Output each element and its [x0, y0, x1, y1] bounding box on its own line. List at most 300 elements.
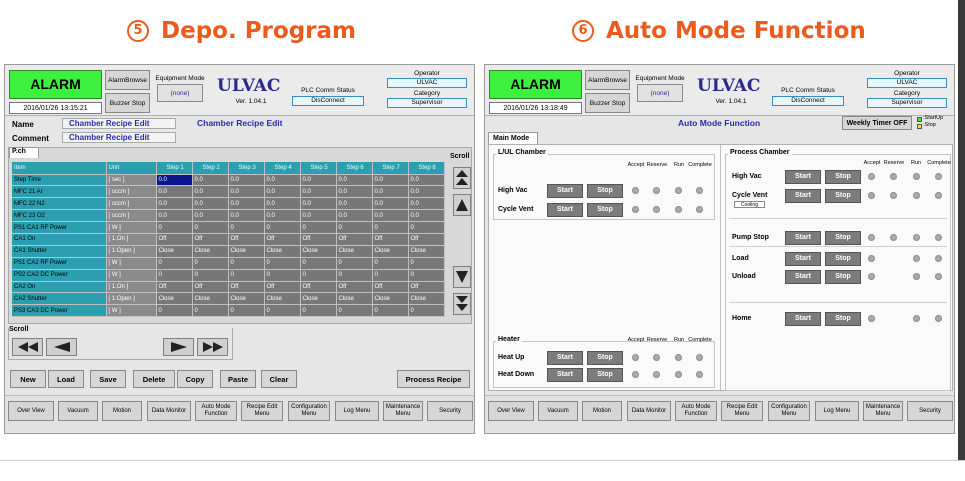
category-label: Category — [413, 90, 441, 97]
row-unit-cell: [ W ] — [106, 305, 156, 317]
column-header: Step 4 — [264, 162, 300, 174]
step-value-cell[interactable]: 0 — [372, 269, 408, 281]
row-unit-cell: [ sccm ] — [106, 210, 156, 222]
column-header-reserve: Reserve — [646, 162, 668, 168]
nav-maintenance-menu-button[interactable]: Maintenance Menu — [383, 401, 423, 421]
step-value-cell[interactable]: Off — [192, 233, 228, 245]
table-row — [12, 186, 444, 198]
step-value-cell[interactable]: Close — [264, 245, 300, 257]
table-row — [12, 281, 444, 293]
legend-stop-swatch — [917, 124, 922, 129]
step-value-cell[interactable]: Off — [336, 281, 372, 293]
row-unit-cell: [ sccm ] — [106, 186, 156, 198]
column-header: Step 8 — [408, 162, 444, 174]
complete-indicator — [935, 315, 942, 322]
start-button[interactable]: Start — [785, 270, 821, 284]
nav-vacuum-button[interactable]: Vacuum — [58, 401, 98, 421]
step-value-cell[interactable]: 0.0 — [228, 198, 264, 210]
step-value-cell[interactable]: 0.0 — [228, 186, 264, 198]
step-value-cell[interactable]: Close — [408, 245, 444, 257]
pump-stop-label: Pump Stop — [732, 234, 769, 241]
circled-number: 6 — [572, 20, 594, 42]
row-unit-cell: [ W ] — [106, 222, 156, 234]
run-indicator — [913, 173, 920, 180]
nav-over-view-button[interactable]: Over View — [488, 401, 534, 421]
alarm-indicator[interactable]: ALARM — [9, 70, 102, 99]
step-value-cell[interactable]: 0.0 — [156, 174, 192, 186]
step-value-cell[interactable]: 0 — [372, 305, 408, 317]
step-value-cell[interactable]: 0 — [336, 305, 372, 317]
table-row — [12, 174, 444, 186]
recipe-table-panel — [8, 147, 472, 324]
table-row — [12, 293, 444, 305]
run-indicator — [675, 354, 682, 361]
category-label: Category — [893, 90, 921, 97]
complete-indicator — [935, 192, 942, 199]
step-value-cell[interactable]: Close — [156, 245, 192, 257]
row-item-cell: PS1 CA2 RF Power — [12, 257, 106, 269]
step-value-cell[interactable]: 0 — [336, 222, 372, 234]
step-value-cell[interactable]: Off — [156, 233, 192, 245]
row-item-cell: MFC 21 Ar — [12, 186, 106, 198]
stop-button[interactable]: Stop — [825, 312, 861, 326]
table-row — [12, 233, 444, 245]
step-value-cell[interactable]: Off — [408, 281, 444, 293]
row-item-cell: MFC 22 N2 — [12, 198, 106, 210]
step-value-cell[interactable]: 0.0 — [228, 174, 264, 186]
step-value-cell[interactable]: 0 — [228, 269, 264, 281]
buzzer-stop-button[interactable]: Buzzer Stop — [585, 93, 630, 113]
step-value-cell[interactable]: 0.0 — [300, 210, 336, 222]
column-header: Item — [12, 162, 106, 174]
bottom-strip — [0, 460, 965, 481]
complete-indicator — [696, 206, 703, 213]
row-item-cell: CA1 On — [12, 233, 106, 245]
accept-indicator — [632, 354, 639, 361]
ulvac-logo: ULVAC — [217, 76, 281, 96]
table-row — [12, 198, 444, 210]
step-value-cell[interactable]: 0 — [192, 305, 228, 317]
heat-down-label: Heat Down — [498, 371, 535, 378]
accept-indicator — [868, 234, 875, 241]
step-value-cell[interactable]: Off — [228, 233, 264, 245]
step-value-cell[interactable]: 0 — [300, 305, 336, 317]
comment-label: Comment — [12, 134, 49, 143]
scroll-bottom-button[interactable] — [453, 293, 471, 315]
reserve-indicator — [653, 371, 660, 378]
new-button[interactable]: New — [10, 370, 46, 388]
nav-data-monitor-button[interactable]: Data Monitor — [147, 401, 191, 421]
complete-indicator — [935, 234, 942, 241]
step-value-cell[interactable]: 0 — [300, 257, 336, 269]
step-value-cell[interactable]: Off — [156, 281, 192, 293]
nav-auto-mode-function-button[interactable]: Auto Mode Function — [195, 401, 237, 421]
scroll-down-button[interactable] — [453, 266, 471, 288]
step-value-cell[interactable]: 0 — [336, 257, 372, 269]
process-chamber-title: Process Chamber — [730, 149, 790, 156]
scroll-up-button[interactable] — [453, 194, 471, 216]
mode-value-text: (none) — [170, 89, 190, 97]
scroll-left-button[interactable] — [46, 338, 77, 356]
stop-button[interactable]: Stop — [825, 231, 861, 245]
start-button[interactable]: Start — [547, 368, 583, 382]
step-value-cell[interactable]: 0 — [408, 222, 444, 234]
copy-button[interactable]: Copy — [177, 370, 213, 388]
table-row — [12, 269, 444, 281]
start-button[interactable]: Start — [547, 203, 583, 217]
row-unit-cell: [ 1:On ] — [106, 233, 156, 245]
step-value-cell[interactable]: 0 — [408, 305, 444, 317]
column-header: Step 7 — [372, 162, 408, 174]
circled-number: 5 — [127, 20, 149, 42]
step-value-cell[interactable]: Close — [300, 245, 336, 257]
step-value-cell[interactable]: Close — [192, 245, 228, 257]
group-separator — [729, 218, 947, 219]
operator-value: ULVAC — [387, 78, 467, 88]
column-header-complete: Complete — [688, 162, 712, 168]
nav-recipe-edit-menu-button[interactable]: Recipe Edit Menu — [721, 401, 763, 421]
complete-indicator — [935, 273, 942, 280]
nav-configuration-menu-button[interactable]: Configuration Menu — [768, 401, 810, 421]
step-value-cell[interactable]: 0.0 — [264, 210, 300, 222]
alarm-indicator[interactable]: ALARM — [489, 70, 582, 99]
column-header: Step 6 — [336, 162, 372, 174]
step-value-cell[interactable]: 0 — [156, 305, 192, 317]
nav-data-monitor-button[interactable]: Data Monitor — [627, 401, 671, 421]
accept-indicator — [868, 173, 875, 180]
column-header-complete: Complete — [688, 337, 712, 343]
step-value-cell[interactable]: 0 — [156, 269, 192, 281]
cycle-vent-label: Cycle Vent — [498, 206, 534, 213]
nav-over-view-button[interactable]: Over View — [8, 401, 54, 421]
step-value-cell[interactable]: Close — [264, 293, 300, 305]
clear-button[interactable]: Clear — [261, 370, 297, 388]
row-unit-cell: [ sec ] — [106, 174, 156, 186]
run-indicator — [675, 371, 682, 378]
ulvac-logo: ULVAC — [697, 76, 761, 96]
step-value-cell[interactable]: 0.0 — [264, 198, 300, 210]
column-header-complete: Complete — [927, 160, 951, 166]
depo-program-screen — [4, 64, 475, 434]
step-value-cell[interactable]: 0.0 — [372, 210, 408, 222]
down-arrow-icon — [456, 271, 468, 283]
operator-label: Operator — [414, 70, 440, 77]
stop-button[interactable]: Stop — [825, 189, 861, 203]
step-value-cell[interactable]: 0 — [228, 222, 264, 234]
double-left-arrow-icon — [18, 342, 38, 352]
step-value-cell[interactable]: Close — [336, 245, 372, 257]
step-value-cell[interactable]: 0.0 — [192, 210, 228, 222]
table-row — [12, 257, 444, 269]
row-item-cell: PS1 CA1 RF Power — [12, 222, 106, 234]
equipment-mode-value — [637, 84, 683, 102]
step-value-cell[interactable]: 0 — [408, 257, 444, 269]
step-value-cell[interactable]: Off — [372, 281, 408, 293]
recipe-grid — [12, 162, 445, 317]
step-value-cell[interactable]: Close — [156, 293, 192, 305]
legend-stop-label: :Stop — [923, 122, 936, 128]
left-arrow-icon — [54, 342, 70, 352]
version-label: Ver. 1.04.1 — [715, 98, 747, 105]
nav-security-button[interactable]: Security — [427, 401, 473, 421]
group-separator — [729, 302, 947, 303]
step-value-cell[interactable]: Close — [372, 245, 408, 257]
stop-button[interactable]: Stop — [825, 170, 861, 184]
stop-button[interactable]: Stop — [825, 252, 861, 266]
start-button[interactable]: Start — [785, 231, 821, 245]
weekly-timer-button[interactable]: Weekly Timer OFF — [842, 116, 912, 130]
accept-indicator — [632, 206, 639, 213]
start-button[interactable]: Start — [785, 170, 821, 184]
stop-button[interactable]: Stop — [587, 184, 623, 198]
process-recipe-button[interactable]: Process Recipe — [397, 370, 470, 388]
complete-indicator — [696, 187, 703, 194]
category-value: Supervisor — [387, 98, 467, 108]
plc-status-value: DisConnect — [772, 96, 844, 106]
reserve-indicator — [653, 187, 660, 194]
row-item-cell: MFC 23 O2 — [12, 210, 106, 222]
step-value-cell[interactable]: Close — [192, 293, 228, 305]
column-header: Step 3 — [228, 162, 264, 174]
step-value-cell[interactable]: Off — [264, 233, 300, 245]
panel-divider — [720, 145, 721, 390]
accept-indicator — [632, 371, 639, 378]
legend-startup-label: :StartUp — [923, 115, 944, 121]
stop-button[interactable]: Stop — [825, 270, 861, 284]
mode-value-text: (none) — [650, 89, 670, 97]
accept-indicator — [868, 192, 875, 199]
step-value-cell[interactable]: 0.0 — [300, 174, 336, 186]
save-button[interactable]: Save — [90, 370, 126, 388]
accept-indicator — [632, 187, 639, 194]
scroll-top-button[interactable] — [453, 167, 471, 189]
step-value-cell[interactable]: 0 — [408, 269, 444, 281]
accept-indicator — [868, 315, 875, 322]
step-value-cell[interactable]: 0.0 — [192, 174, 228, 186]
stop-button[interactable]: Stop — [587, 368, 623, 382]
row-unit-cell: [ 1:Open ] — [106, 245, 156, 257]
step-value-cell[interactable]: 0.0 — [336, 174, 372, 186]
step-value-cell[interactable]: Off — [372, 233, 408, 245]
paste-button[interactable]: Paste — [220, 370, 256, 388]
nav-vacuum-button[interactable]: Vacuum — [538, 401, 578, 421]
heading-text: Auto Mode Function — [606, 18, 866, 44]
step-value-cell[interactable]: 0 — [336, 269, 372, 281]
accept-indicator — [868, 255, 875, 262]
reserve-indicator — [890, 192, 897, 199]
step-value-cell[interactable]: 0.0 — [156, 198, 192, 210]
step-value-cell[interactable]: 0.0 — [192, 198, 228, 210]
step-value-cell[interactable]: Off — [192, 281, 228, 293]
step-value-cell[interactable]: Off — [408, 233, 444, 245]
heading-text: Depo. Program — [161, 18, 356, 44]
plc-status-label: PLC Comm Status — [301, 87, 355, 94]
table-row — [12, 305, 444, 317]
nav-security-button[interactable]: Security — [907, 401, 953, 421]
step-value-cell[interactable]: 0.0 — [372, 198, 408, 210]
column-header: Step 1 — [156, 162, 192, 174]
step-value-cell[interactable]: Close — [372, 293, 408, 305]
column-header-run: Run — [910, 160, 922, 166]
step-value-cell[interactable]: Off — [300, 233, 336, 245]
high-vac-label: High Vac — [498, 187, 528, 194]
complete-indicator — [935, 255, 942, 262]
column-header-accept: Accept — [627, 337, 645, 343]
heater-title: Heater — [498, 336, 520, 343]
header-bar — [5, 65, 474, 116]
tab-main-mode[interactable]: Main Mode — [488, 132, 538, 144]
step-value-cell[interactable]: 0 — [192, 222, 228, 234]
step-value-cell[interactable]: 0 — [264, 257, 300, 269]
plc-status-label: PLC Comm Status — [781, 87, 835, 94]
step-value-cell[interactable]: 0.0 — [408, 186, 444, 198]
start-button[interactable]: Start — [785, 252, 821, 266]
step-value-cell[interactable]: 0.0 — [300, 198, 336, 210]
grid-header-row — [12, 162, 444, 174]
nav-log-menu-button[interactable]: Log Menu — [815, 401, 859, 421]
run-indicator — [675, 206, 682, 213]
step-value-cell[interactable]: 0.0 — [300, 186, 336, 198]
equipment-mode-value — [157, 84, 203, 102]
step-value-cell[interactable]: Close — [300, 293, 336, 305]
step-value-cell[interactable]: 0 — [264, 305, 300, 317]
step-value-cell[interactable]: 0.0 — [372, 186, 408, 198]
nav-motion-button[interactable]: Motion — [582, 401, 622, 421]
nav-recipe-edit-menu-button[interactable]: Recipe Edit Menu — [241, 401, 283, 421]
step-value-cell[interactable]: 0 — [300, 269, 336, 281]
comment-field[interactable]: Chamber Recipe Edit — [62, 132, 176, 143]
stop-button[interactable]: Stop — [587, 203, 623, 217]
name-field[interactable]: Chamber Recipe Edit — [62, 118, 176, 129]
heat-up-label: Heat Up — [498, 354, 525, 361]
column-header-accept: Accept — [627, 162, 645, 168]
alarm-browse-button[interactable]: AlarmBrowse — [585, 70, 630, 90]
auto-mode-screen — [484, 64, 955, 434]
step-value-cell[interactable]: 0.0 — [336, 210, 372, 222]
step-value-cell[interactable]: 0 — [156, 257, 192, 269]
column-header-run: Run — [673, 162, 685, 168]
section-heading-auto-mode — [572, 18, 866, 44]
step-value-cell[interactable]: 0.0 — [408, 210, 444, 222]
step-value-cell[interactable]: Close — [408, 293, 444, 305]
step-value-cell[interactable]: 0 — [192, 269, 228, 281]
scroll-label: Scroll — [9, 326, 29, 333]
row-unit-cell: [ 1:Open ] — [106, 293, 156, 305]
step-value-cell[interactable]: Close — [228, 245, 264, 257]
step-value-cell[interactable]: Close — [336, 293, 372, 305]
run-indicator — [675, 187, 682, 194]
row-item-cell: PS2 CA2 DC Power — [12, 269, 106, 281]
step-value-cell[interactable]: 0.0 — [336, 186, 372, 198]
step-value-cell[interactable]: 0 — [156, 222, 192, 234]
step-value-cell[interactable]: 0.0 — [264, 174, 300, 186]
table-row — [12, 245, 444, 257]
step-value-cell[interactable]: Off — [228, 281, 264, 293]
step-value-cell[interactable]: 0 — [264, 222, 300, 234]
column-header-reserve: Reserve — [646, 337, 668, 343]
group-separator — [729, 246, 947, 247]
step-value-cell[interactable]: 0 — [300, 222, 336, 234]
table-row — [12, 222, 444, 234]
double-down-arrow-icon — [456, 296, 468, 312]
step-value-cell[interactable]: Off — [336, 233, 372, 245]
reserve-indicator — [653, 354, 660, 361]
step-value-cell[interactable]: 0.0 — [156, 210, 192, 222]
right-arrow-icon — [171, 342, 187, 352]
nav-motion-button[interactable]: Motion — [102, 401, 142, 421]
scroll-first-button[interactable] — [12, 338, 43, 356]
step-value-cell[interactable]: 0 — [228, 305, 264, 317]
delete-button[interactable]: Delete — [133, 370, 175, 388]
section-heading-depo-program — [127, 18, 356, 44]
step-value-cell[interactable]: 0.0 — [156, 186, 192, 198]
step-value-cell[interactable]: Off — [300, 281, 336, 293]
row-item-cell: CA2 On — [12, 281, 106, 293]
step-value-cell[interactable]: Close — [228, 293, 264, 305]
scroll-label: Scroll — [450, 153, 470, 160]
step-value-cell[interactable]: 0.0 — [372, 174, 408, 186]
step-value-cell[interactable]: 0.0 — [192, 186, 228, 198]
buzzer-stop-button[interactable]: Buzzer Stop — [105, 93, 150, 113]
run-indicator — [913, 234, 920, 241]
nav-configuration-menu-button[interactable]: Configuration Menu — [288, 401, 330, 421]
header-bar — [485, 65, 954, 116]
plc-status-value: DisConnect — [292, 96, 364, 106]
datetime-display: 2016/01/26 13:18:49 — [489, 102, 582, 114]
high-vac-label: High Vac — [732, 173, 762, 180]
step-value-cell[interactable]: 0 — [192, 257, 228, 269]
alarm-browse-button[interactable]: AlarmBrowse — [105, 70, 150, 90]
datetime-display: 2016/01/26 13:15:21 — [9, 102, 102, 114]
nav-auto-mode-function-button[interactable]: Auto Mode Function — [675, 401, 717, 421]
tab-pch[interactable]: P.ch — [9, 147, 39, 158]
start-button[interactable]: Start — [547, 184, 583, 198]
nav-log-menu-button[interactable]: Log Menu — [335, 401, 379, 421]
column-header: Unit — [106, 162, 156, 174]
step-value-cell[interactable]: 0.0 — [336, 198, 372, 210]
row-item-cell: Step Time — [12, 174, 106, 186]
load-button[interactable]: Load — [48, 370, 84, 388]
step-value-cell[interactable]: 0.0 — [264, 186, 300, 198]
run-indicator — [913, 273, 920, 280]
scroll-right-button[interactable] — [163, 338, 194, 356]
nav-maintenance-menu-button[interactable]: Maintenance Menu — [863, 401, 903, 421]
page-title: Chamber Recipe Edit — [197, 118, 283, 128]
step-value-cell[interactable]: Off — [264, 281, 300, 293]
run-indicator — [913, 315, 920, 322]
window-edge — [958, 0, 965, 460]
step-value-cell[interactable]: 0 — [372, 257, 408, 269]
reserve-indicator — [890, 234, 897, 241]
start-button[interactable]: Start — [785, 312, 821, 326]
complete-indicator — [696, 371, 703, 378]
start-button[interactable]: Start — [547, 351, 583, 365]
step-value-cell[interactable]: 0.0 — [228, 210, 264, 222]
complete-indicator — [696, 354, 703, 361]
step-value-cell[interactable]: 0.0 — [408, 198, 444, 210]
start-button[interactable]: Start — [785, 189, 821, 203]
step-value-cell[interactable]: 0.0 — [408, 174, 444, 186]
equipment-mode-label: Equipment Mode — [635, 75, 685, 82]
equipment-mode-label: Equipment Mode — [155, 75, 205, 82]
step-value-cell[interactable]: 0 — [372, 222, 408, 234]
column-header-run: Run — [673, 337, 685, 343]
step-value-cell[interactable]: 0 — [228, 257, 264, 269]
stop-button[interactable]: Stop — [587, 351, 623, 365]
table-row — [12, 210, 444, 222]
step-value-cell[interactable]: 0 — [264, 269, 300, 281]
scroll-last-button[interactable] — [197, 338, 228, 356]
